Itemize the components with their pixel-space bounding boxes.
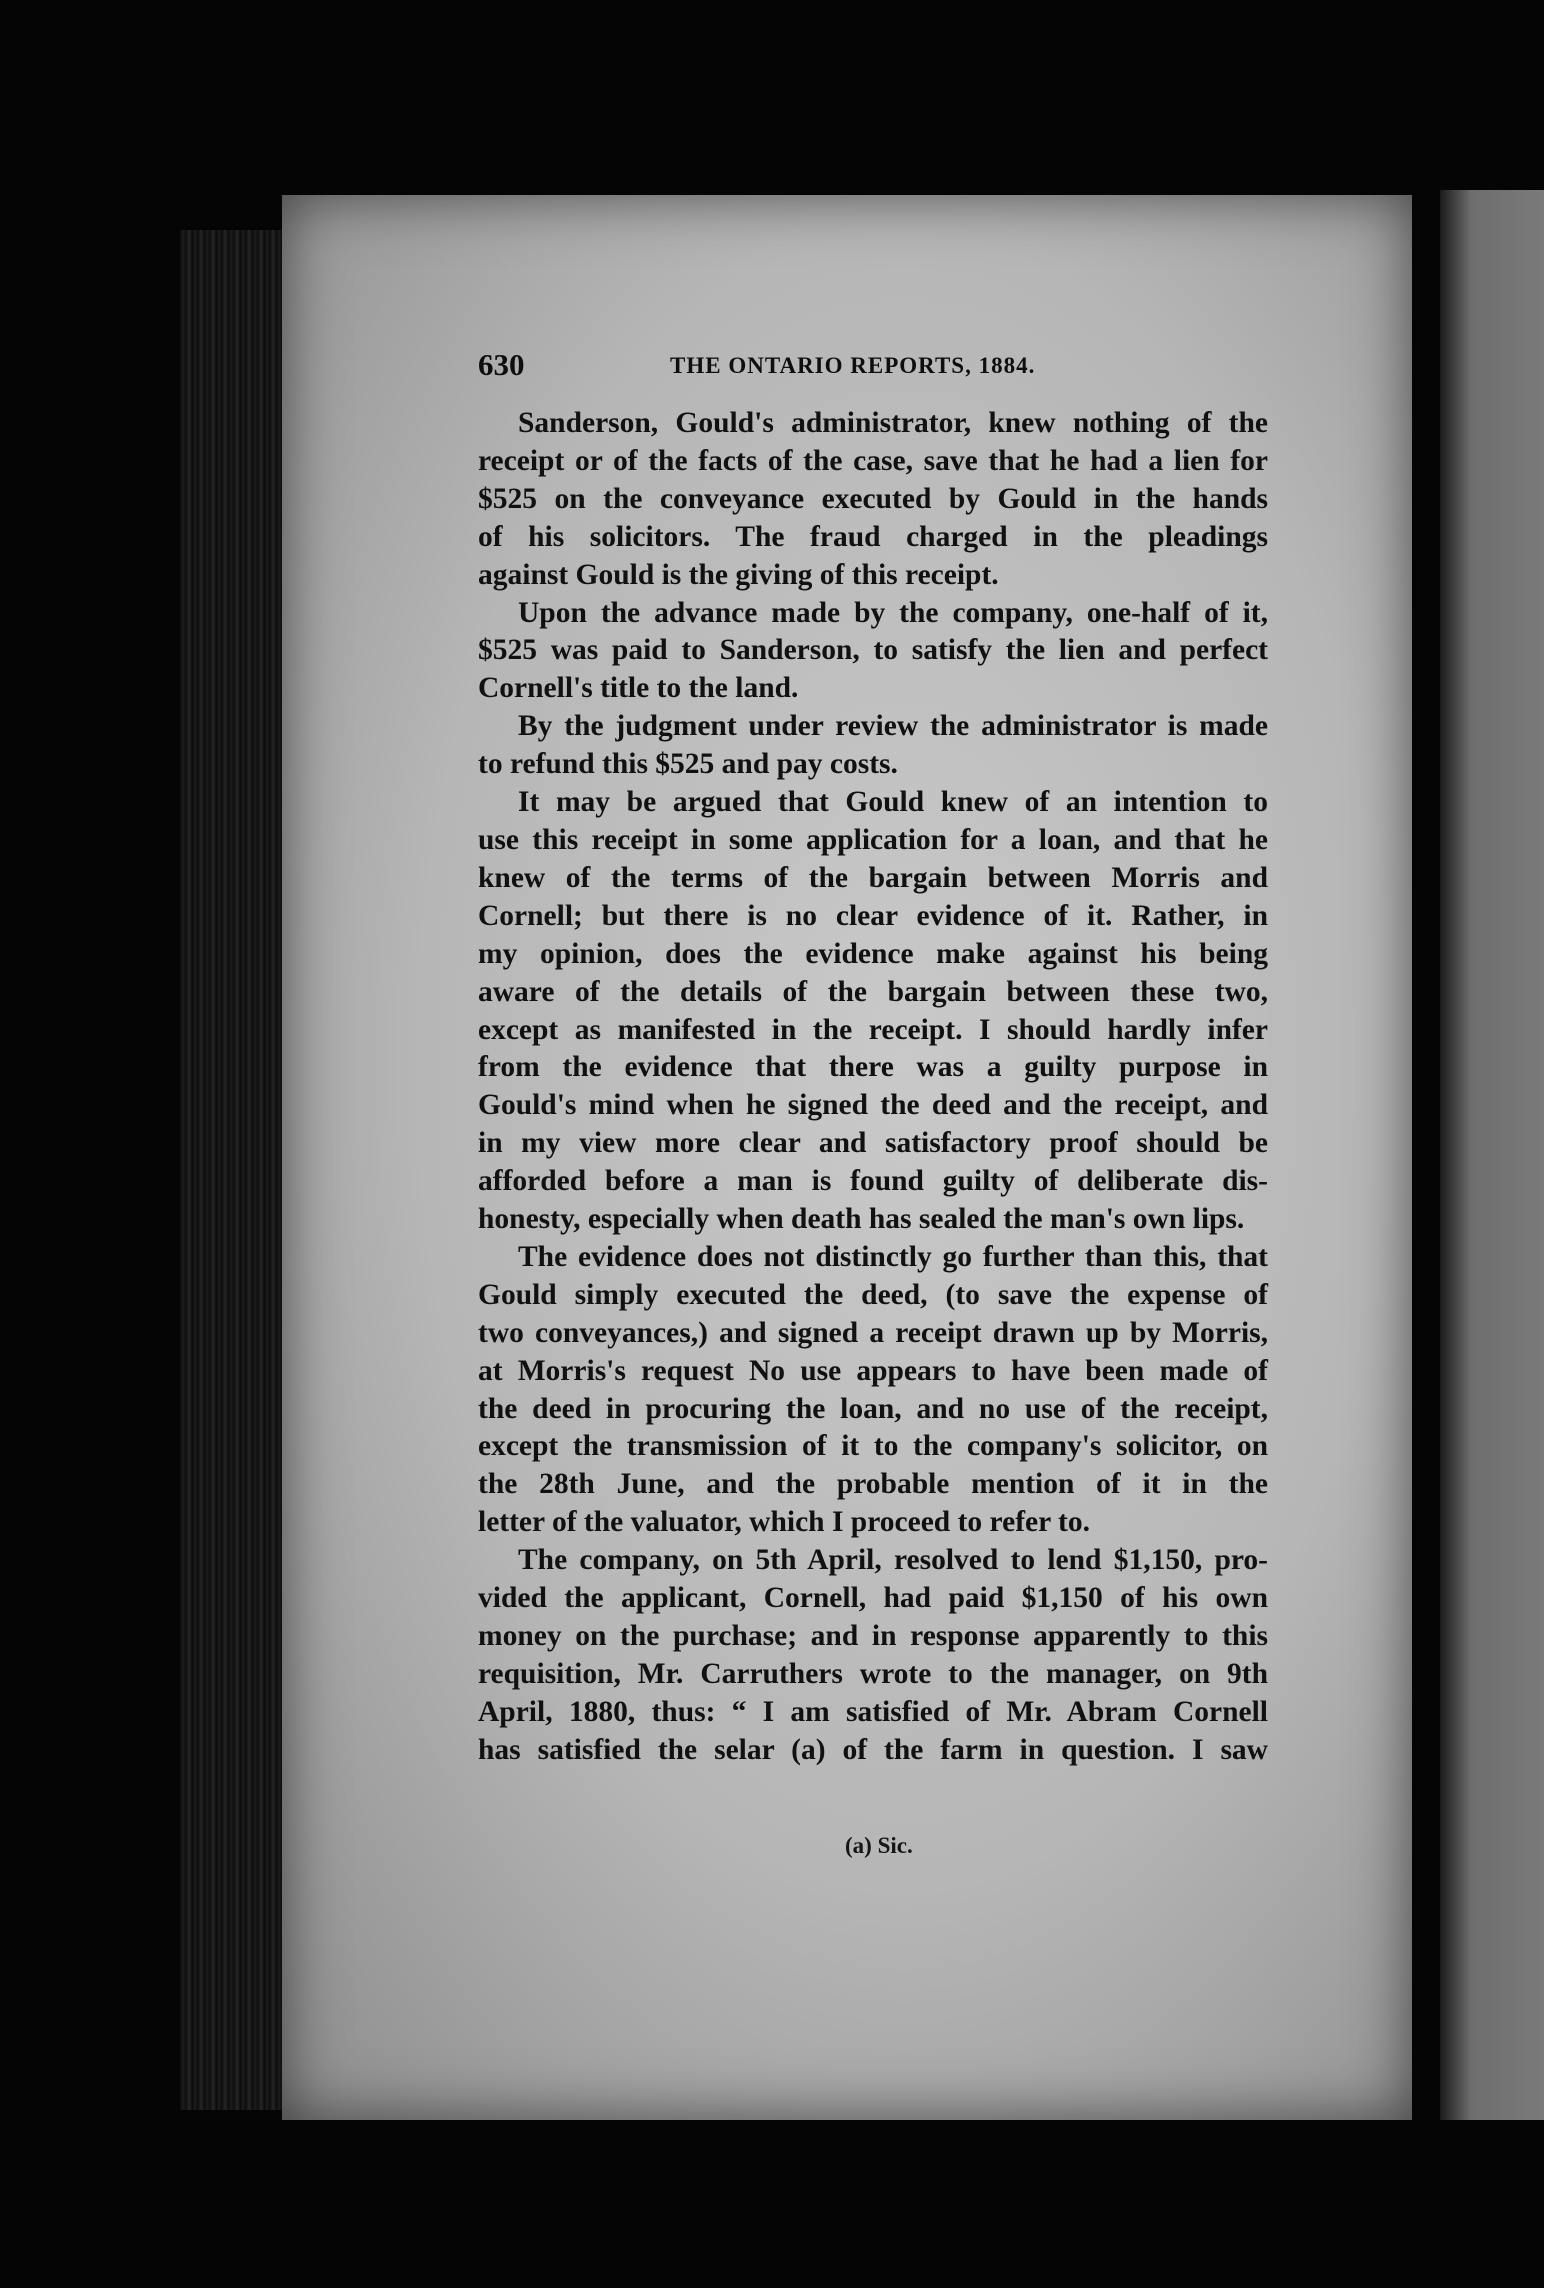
text-line: of his solicitors. The fraud charged in the pleadings [478,520,1268,553]
text-line: the deed in procuring the loan, and no use of the receipt, [478,1392,1268,1425]
text-line: honesty, especially when death has sealed the man's own lips. [478,1203,1245,1236]
text-line: The company, on 5th April, resolved to lend $1,150, pro- [518,1544,1268,1577]
text-line: $525 was paid to Sanderson, to satisfy the lien and perfect [478,634,1268,667]
page-header [478,347,1268,392]
facing-page-edge [1440,190,1544,2120]
text-line: The evidence does not distinctly go further than this, that [518,1240,1268,1273]
text-line: aware of the details of the bargain between these two, [478,975,1268,1008]
text-line: receipt or of the facts of the case, save that he had a lien for [478,444,1268,477]
text-line: in my view more clear and satisfactory proof should be [478,1127,1268,1160]
page-number: 630 [478,347,525,382]
text-line: my opinion, does the evidence make against his being [478,937,1268,970]
body-text [478,405,1268,1770]
text-line: Upon the advance made by the company, one-half of it, [518,596,1268,629]
text-line: at Morris's request No use appears to have been made of [478,1354,1268,1387]
text-line: Cornell; but there is no clear evidence of it. Rather, in [478,899,1268,932]
text-line: has satisfied the selar (a) of the farm in question. I saw [478,1733,1268,1766]
text-line: to refund this $525 and pay costs. [478,748,898,781]
running-title: THE ONTARIO REPORTS, 1884. [670,353,1036,378]
text-line: Gould's mind when he signed the deed and the receipt, and [478,1089,1268,1122]
text-line: money on the purchase; and in response apparently to this [478,1620,1268,1652]
text-line: except the transmission of it to the company's solicitor, on [478,1430,1268,1463]
footnote: (a) Sic. [845,1833,913,1858]
text-line: two conveyances,) and signed a receipt drawn up by Morris, [478,1316,1268,1349]
text-line: against Gould is the giving of this receipt. [478,558,999,591]
text-line: Cornell's title to the land. [478,672,799,705]
text-line: use this receipt in some application for a loan, and that he [478,823,1268,856]
text-line: letter of the valuator, which I proceed to refer to. [478,1506,1090,1539]
text-line: except as manifested in the receipt. I should hardly infer [478,1013,1268,1046]
text-line: knew of the terms of the bargain between Morris and [478,861,1268,894]
text-line: $525 on the conveyance executed by Gould in the hands [478,482,1268,515]
text-line: It may be argued that Gould knew of an intention to [518,786,1268,819]
text-line: Sanderson, Gould's administrator, knew nothing of the [518,407,1268,439]
text-line: Gould simply executed the deed, (to save the expense of [478,1278,1268,1311]
text-line: By the judgment under review the administrator is made [518,710,1268,743]
text-line: April, 1880, thus: “ I am satisfied of Mr. Abram Cornell [478,1695,1268,1728]
text-line: the 28th June, and the probable mention of it in the [478,1468,1268,1501]
text-line: vided the applicant, Cornell, had paid $1,150 of his own [478,1582,1268,1615]
text-line: afforded before a man is found guilty of deliberate dis- [478,1165,1268,1198]
text-line: requisition, Mr. Carruthers wrote to the manager, on 9th [478,1657,1268,1690]
text-line: from the evidence that there was a guilty purpose in [478,1051,1268,1084]
